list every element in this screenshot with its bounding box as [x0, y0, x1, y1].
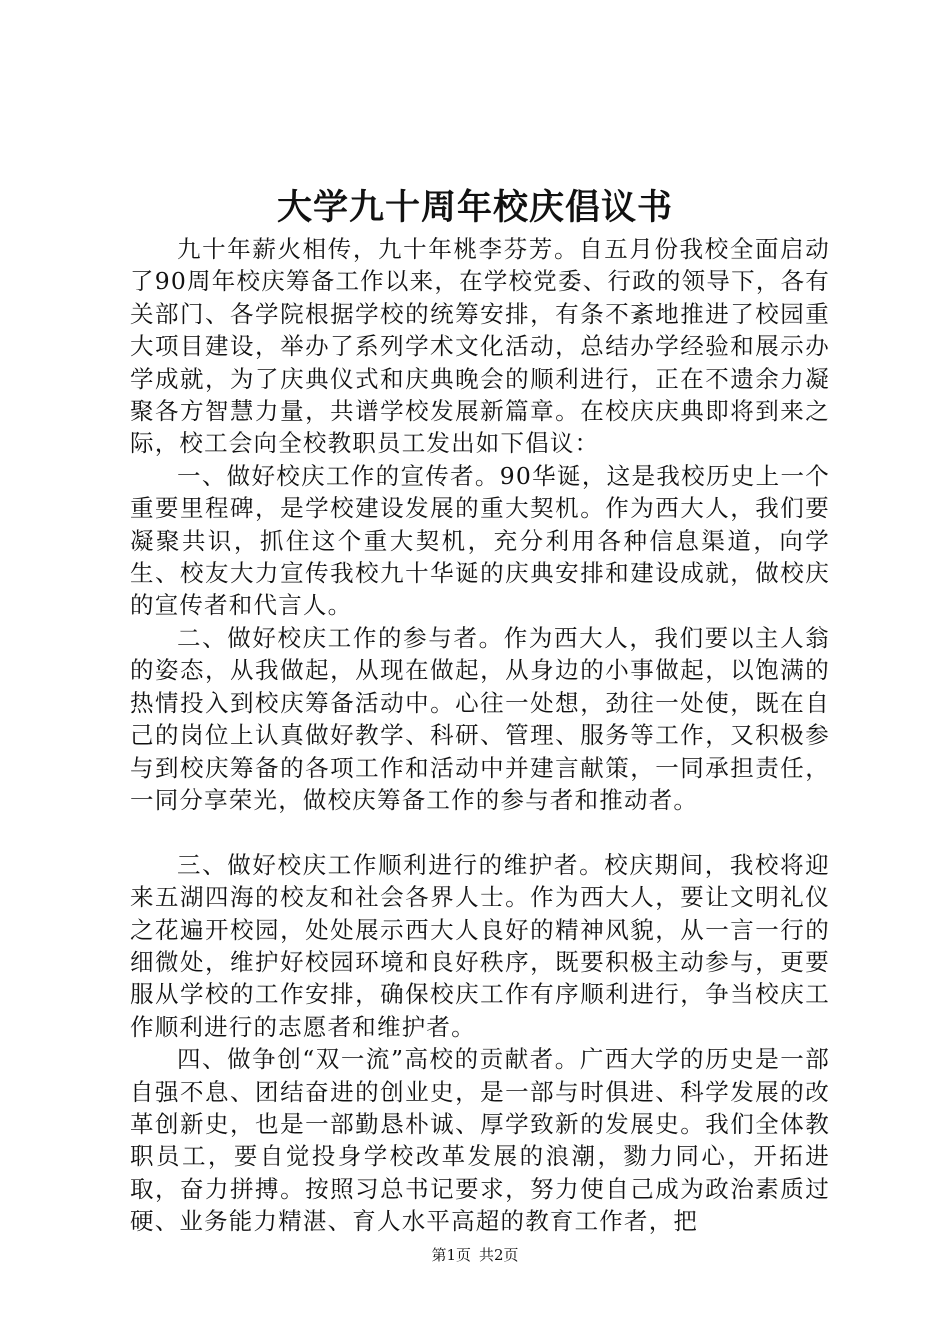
document-body: [130, 233, 830, 1238]
page-footer: [0, 1245, 950, 1265]
page-number: 第1页: [431, 1246, 471, 1264]
page-total: 共2页: [479, 1246, 519, 1264]
document-title: 大学九十周年校庆倡议书: [276, 187, 673, 228]
paragraph-item-3: 三、做好校庆工作顺利进行的维护者。校庆期间，我校将迎来五湖四海的校友和社会各界人士。作为西大人，要让文明礼仪之花遍开校园，处处展示西大人良好的精神风貌，从一言一行的细微处，维护好校园环境和良好秩序，既要积极主动参与，更要服从学校的工作安排，确保校庆工作有序顺利进行，争当校庆工作顺利进行的志愿者和维护者。: [130, 850, 830, 1041]
paragraph-item-1: 一、做好校庆工作的宣传者。90华诞，这是我校历史上一个重要里程碑，是学校建设发展的重大契机。作为西大人，我们要凝聚共识，抓住这个重大契机，充分利用各种信息渠道，向学生、校友大力宣传我校九十华诞的庆典安排和建设成就，做校庆的宣传者和代言人。: [130, 461, 830, 620]
paragraph-intro: 九十年薪火相传，九十年桃李芬芳。自五月份我校全面启动了90周年校庆筹备工作以来，在学校党委、行政的领导下，各有关部门、各学院根据学校的统筹安排，有条不紊地推进了校园重大项目建设，举办了系列学术文化活动，总结办学经验和展示办学成就，为了庆典仪式和庆典晚会的顺利进行，正在不遗余力凝聚各方智慧力量，共谱学校发展新篇章。在校庆庆典即将到来之际，校工会向全校教职员工发出如下倡议：: [130, 235, 830, 458]
paragraph-item-2: 二、做好校庆工作的参与者。作为西大人，我们要以主人翁的姿态，从我做起，从现在做起，从身边的小事做起，以饱满的热情投入到校庆筹备活动中。心往一处想，劲往一处使，既在自己的岗位上认真做好教学、科研、管理、服务等工作，又积极参与到校庆筹备的各项工作和活动中并建言献策，一同承担责任，一同分享荣光，做校庆筹备工作的参与者和推动者。: [130, 623, 830, 814]
paragraph-item-4: 四、做争创“双一流”高校的贡献者。广西大学的历史是一部自强不息、团结奋进的创业史，是一部与时俱进、科学发展的改革创新史，也是一部勤恳朴诚、厚学致新的发展史。我们全体教职员工，要自觉投身学校改革发展的浪潮，勠力同心，开拓进取，奋力拼搏。按照习总书记要求，努力使自己成为政治素质过硬、业务能力精湛、育人水平高超的教育工作者，把: [130, 1045, 830, 1236]
